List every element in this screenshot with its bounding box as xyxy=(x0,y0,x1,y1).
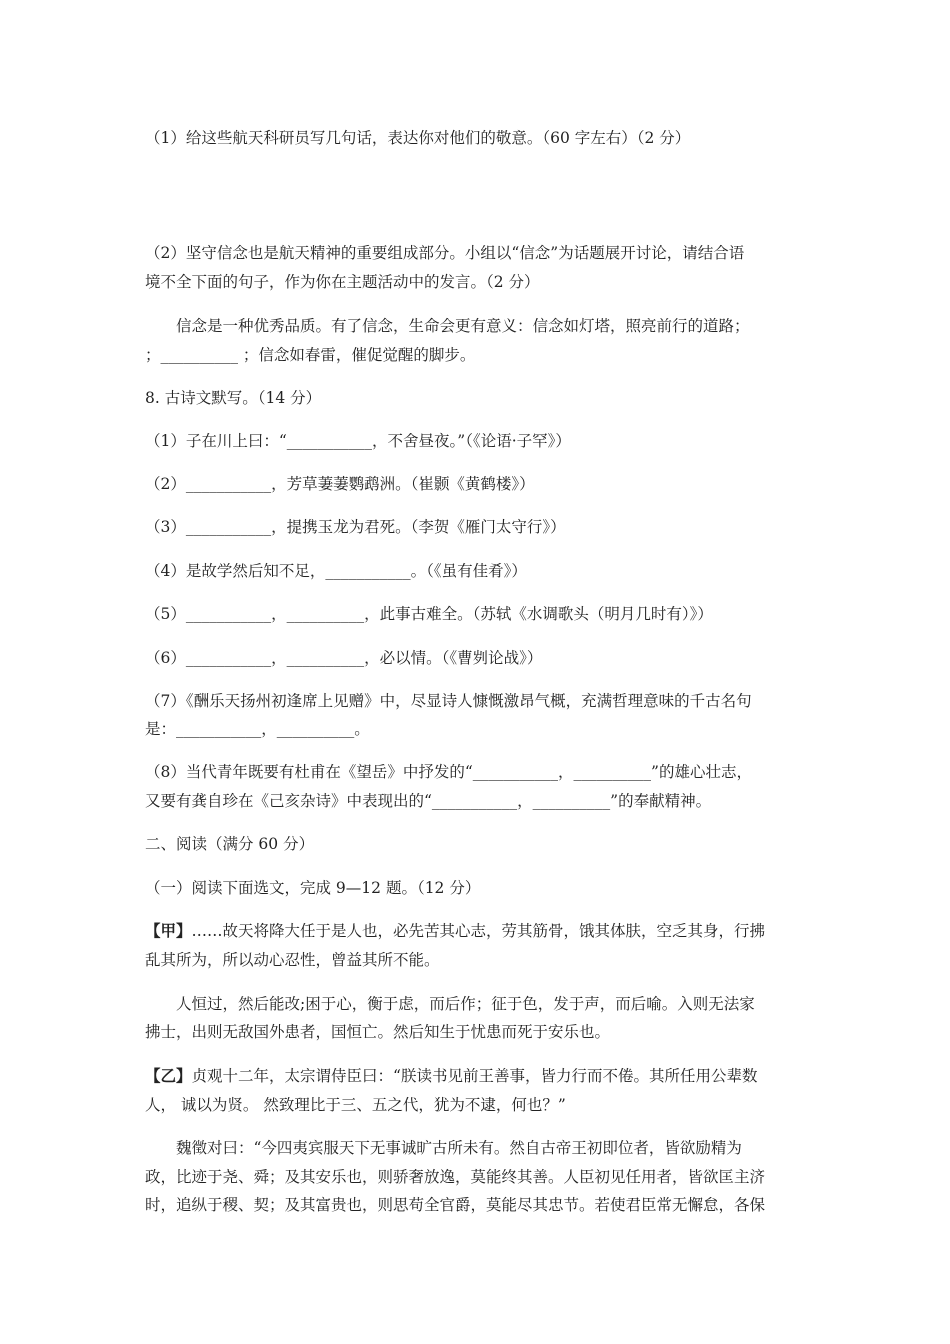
yi-p2-line2: 政，比迹于尧、舜；及其安乐也，则骄奢放逸，莫能终其善。人臣初见任用者，皆欲匡主济 xyxy=(145,1168,766,1186)
q8-item-7-line1: （7）《酬乐天扬州初逢席上见赠》中，尽显诗人慷慨激昂气概，充满哲理意味的千古名句 xyxy=(145,692,752,710)
q7-sub2-line2: 境不全下面的句子，作为你在主题活动中的发言。（2 分） xyxy=(145,273,540,291)
q8-title: 8. 古诗文默写。（14 分） xyxy=(145,389,322,407)
yi-line2: 人， 诚以为贤。 然致理比于三、五之代，犹为不逮，何也？” xyxy=(145,1096,566,1114)
section2-sub1-title: （一）阅读下面选文，完成 9—12 题。（12 分） xyxy=(145,879,481,897)
yi-p2-line1: 魏徵对曰：“今四夷宾服天下无事诚旷古所未有。然自古帝王初即位者，皆欲励精为 xyxy=(176,1139,742,1157)
q7-sub1: （1）给这些航天科研员写几句话，表达你对他们的敬意。（60 字左右）（2 分） xyxy=(145,129,691,147)
q8-item-6: （6）___________，__________，必以情。（《曹刿论战》） xyxy=(145,649,543,667)
q7-sub2-line1: （2）坚守信念也是航天精神的重要组成部分。小组以“信念”为话题展开讨论，请结合语 xyxy=(145,244,745,262)
jia-p2-line2: 拂士，出则无敌国外患者，国恒亡。然后知生于忧患而死于安乐也。 xyxy=(145,1023,611,1041)
q7-sentence-line1: 信念是一种优秀品质。有了信念，生命会更有意义：信念如灯塔，照亮前行的道路； xyxy=(176,317,750,335)
yi-text-1: 贞观十二年，太宗谓侍臣曰：“朕读书见前王善事，皆力行而不倦。其所任用公辈数 xyxy=(191,1067,758,1085)
section2-title: 二、阅读（满分 60 分） xyxy=(145,835,315,853)
jia-p2-line1: 人恒过，然后能改;困于心，衡于虑，而后作；征于色，发于声，而后喻。入则无法家 xyxy=(176,995,755,1013)
yi-p2-line3: 时，追纵于稷、契；及其富贵也，则思苟全官爵，莫能尽其忠节。若使君臣常无懈怠，各保 xyxy=(145,1196,766,1214)
q8-item-4: （4）是故学然后知不足，___________。（《虽有佳肴》） xyxy=(145,562,527,580)
q8-item-1: （1）子在川上曰：“___________，不舍昼夜。”（《论语·子罕》） xyxy=(145,432,571,450)
q8-item-7-line2: 是：___________，__________。 xyxy=(145,720,370,738)
q8-item-2: （2）___________，芳草萋萋鹦鹉洲。（崔颢《黄鹤楼》） xyxy=(145,475,535,493)
yi-label: 【乙】 xyxy=(145,1066,192,1085)
q7-sentence-line2: ；__________ ；信念如春雷，催促觉醒的脚步。 xyxy=(145,346,476,364)
q8-item-8-line1: （8）当代青年既要有杜甫在《望岳》中抒发的“___________，__________”的雄心壮志， xyxy=(145,763,752,781)
jia-label: 【甲】 xyxy=(145,921,192,940)
q8-item-8-line2: 又要有龚自珍在《己亥杂诗》中表现出的“___________，__________”的奉献精神。 xyxy=(145,792,712,810)
yi-line1 xyxy=(145,1066,757,1086)
q8-item-5: （5）___________，__________，此事古难全。（苏轼《水调歌头（明月几时有）》） xyxy=(145,605,713,623)
jia-line2: 乱其所为，所以动心忍性，曾益其所不能。 xyxy=(145,951,440,969)
q8-item-3: （3）___________，提携玉龙为君死。（李贺《雁门太守行》） xyxy=(145,518,566,536)
jia-text-1: ……故天将降大任于是人也，必先苦其心志，劳其筋骨，饿其体肤，空乏其身，行拂 xyxy=(191,922,766,940)
jia-line1 xyxy=(145,921,765,941)
